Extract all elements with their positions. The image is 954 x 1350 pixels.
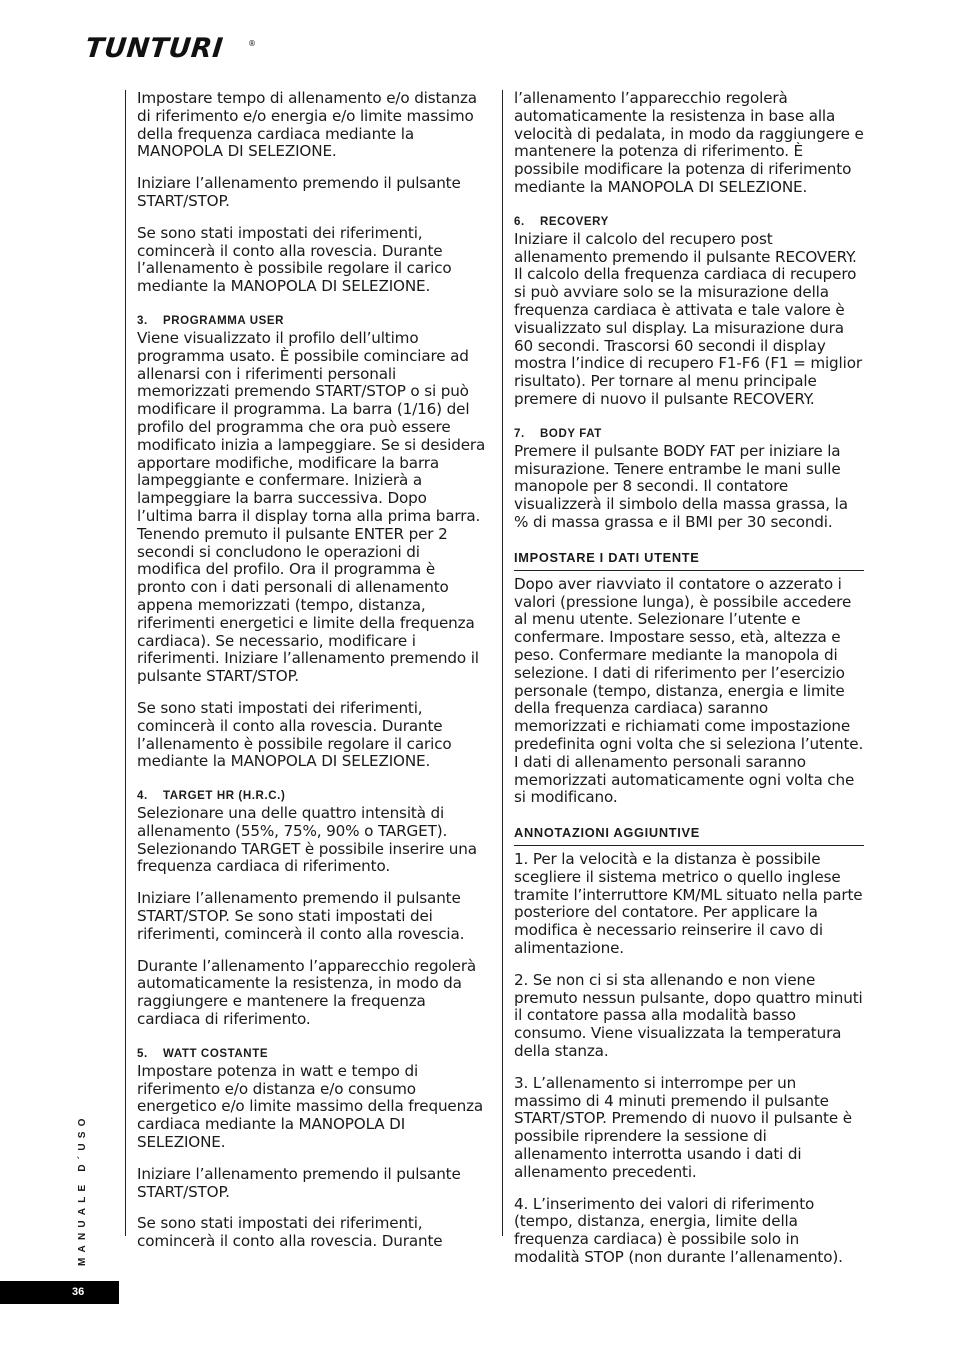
paragraph: Se sono stati impostati dei riferimenti, comincerà il conto alla rovescia. Durante l’allenamento è possibile regolare il carico mediante la MANOPOLA DI SELEZIONE. [137, 698, 452, 771]
section-number: 3. [137, 314, 148, 327]
section-heading-target-hr [137, 789, 487, 803]
paragraph: Dopo aver riavviato il contatore o azzerato i valori (pressione lunga), è possibile accedere al menu utente. Selezionare l’utente e confermare. Impostare sesso, età, altezza e peso. Confermare mediante la manopola di selezione. I dati di riferimento per l’esercizio personale (tempo, distanza, energia e limite della frequenza cardiaca) saranno memorizzati e richiamati come impostazione predefinita ogni volta che si seleziona l’utente. I dati di allenamento personali saranno memorizzati automaticamente ogni volta che si modificano. [514, 574, 864, 807]
section-title: PROGRAMMA USER [163, 314, 285, 327]
paragraph: Iniziare il calcolo del recupero post allenamento premendo il pulsante RECOVERY. Il calcolo della frequenza cardiaca di recupero si può avviare solo se la misurazione della frequenza cardiaca è attivata e tale valore è visualizzato sul display. La misurazione dura 60 secondi. Trascorsi 60 secondi il display mostra l’indice di recupero F1-F6 (F1 = miglior risultato). Per tornare al menu principale premere di nuovo il pulsante RECOVERY. [514, 229, 862, 408]
section-heading-watt-costante [137, 1047, 487, 1061]
right-column [502, 89, 864, 1267]
paragraph: Premere il pulsante BODY FAT per iniziare la misurazione. Tenere entrambe le mani sulle manopole per 8 secondi. Il contatore visualizzerà il simbolo della massa grassa, la % di massa grassa e il BMI per 30 secondi. [514, 441, 848, 531]
section-number: 4. [137, 790, 148, 803]
section-number: 5. [137, 1047, 148, 1060]
section-title: WATT COSTANTE [163, 1047, 269, 1060]
note-item: 3. L’allenamento si interrompe per un massimo di 4 minuti premendo il pulsante START/STOP. Premendo di nuovo il pulsante è possibile riprendere la sessione di allenamento interrotta usando i dati di allenamento precedenti. [514, 1073, 852, 1181]
section-heading-recovery [514, 215, 864, 229]
paragraph: Se sono stati impostati dei riferimenti, comincerà il conto alla rovescia. Durante [137, 1214, 443, 1251]
paragraph: Impostare potenza in watt e tempo di riferimento e/o distanza e/o consumo energetico e/o limite massimo della frequenza cardiaca mediante la MANOPOLA DI SELEZIONE. [137, 1061, 484, 1152]
page-number: 36 [72, 1286, 85, 1298]
heading-user-data: IMPOSTARE I DATI UTENTE [514, 550, 864, 571]
manual-side-label: MANUALE D´USO [77, 1113, 88, 1266]
paragraph: Durante l’allenamento l’apparecchio regolerà automaticamente la resistenza, in modo da raggiungere e mantenere la frequenza cardiaca di riferimento. [137, 956, 477, 1029]
paragraph: Se sono stati impostati dei riferimenti, comincerà il conto alla rovescia. Durante l’allenamento è possibile regolare il carico mediante la MANOPOLA DI SELEZIONE. [137, 223, 452, 296]
paragraph: l’allenamento l’apparecchio regolerà automaticamente la resistenza in base alla velocità di pedalata, in modo da raggiungere e mantenere la potenza di riferimento. È possibile modificare la potenza di riferimento mediante la MANOPOLA DI SELEZIONE. [514, 89, 864, 196]
note-item: 4. L’inserimento dei valori di riferimento (tempo, distanza, energia, limite della frequenza cardiaca) è possibile solo in modalità STOP (non durante l’allenamento). [514, 1194, 843, 1267]
paragraph: Selezionare una delle quattro intensità di allenamento (55%, 75%, 90% o TARGET). Selezionando TARGET è possibile inserire una frequenza cardiaca di riferimento. [137, 804, 477, 876]
section-heading-program-user [137, 314, 487, 328]
section-title: RECOVERY [540, 215, 609, 228]
section-title: BODY FAT [540, 427, 602, 440]
paragraph: Viene visualizzato il profilo dell’ultimo programma usato. È possibile cominciare ad allenarsi con i riferimenti personali memorizzati premendo START/STOP o si può modificare il programma. La barra (1/16) del profilo del programma che ora può essere modificato inizia a lampeggiare. Se si desidera apportare modifiche, modificare la barra lampeggiante e confermare. Inizierà a lampeggiare la barra successiva. Dopo l’ultima barra il display torna alla prima barra. Tenendo premuto il pulsante ENTER per 2 secondi si concludono le operazioni di modifica del profilo. Ora il programma è pronto con i dati personali di allenamento appena memorizzati (tempo, distanza, riferimenti energetici e limite della frequenza cardiaca). Se necessario, modificare i riferimenti. Iniziare l’allenamento premendo il pulsante START/STOP. [137, 328, 486, 686]
paragraph: Iniziare l’allenamento premendo il pulsante START/STOP. Se sono stati impostati dei riferimenti, comincerà il conto alla rovescia. [137, 889, 465, 943]
registered-mark: ® [248, 39, 256, 48]
section-title: TARGET HR (H.R.C.) [163, 790, 286, 803]
section-number: 7. [514, 427, 525, 440]
paragraph: Impostare tempo di allenamento e/o distanza di riferimento e/o energia e/o limite massimo della frequenza cardiaca mediante la MANOPOLA DI SELEZIONE. [137, 89, 477, 161]
paragraph: Iniziare l’allenamento premendo il pulsante START/STOP. [137, 1164, 461, 1201]
left-column [125, 89, 487, 1251]
brand-logo: TUNTURI [83, 33, 225, 64]
section-heading-body-fat [514, 427, 864, 441]
note-item: 1. Per la velocità e la distanza è possibile scegliere il sistema metrico o quello inglese tramite l’interruttore KM/ML situato nella parte posteriore del contatore. Per applicare la modifica è necessario reinserire il cavo di alimentazione. [514, 850, 863, 958]
heading-additional-notes: ANNOTAZIONI AGGIUNTIVE [514, 825, 864, 846]
note-item: 2. Se non ci si sta allenando e non viene premuto nessun pulsante, dopo quattro minuti il contatore passa alla modalità basso consumo. Viene visualizzata la temperatura della stanza. [514, 970, 863, 1061]
page-number-box [0, 1281, 119, 1304]
section-number: 6. [514, 215, 525, 228]
paragraph: Iniziare l’allenamento premendo il pulsante START/STOP. [137, 174, 461, 210]
